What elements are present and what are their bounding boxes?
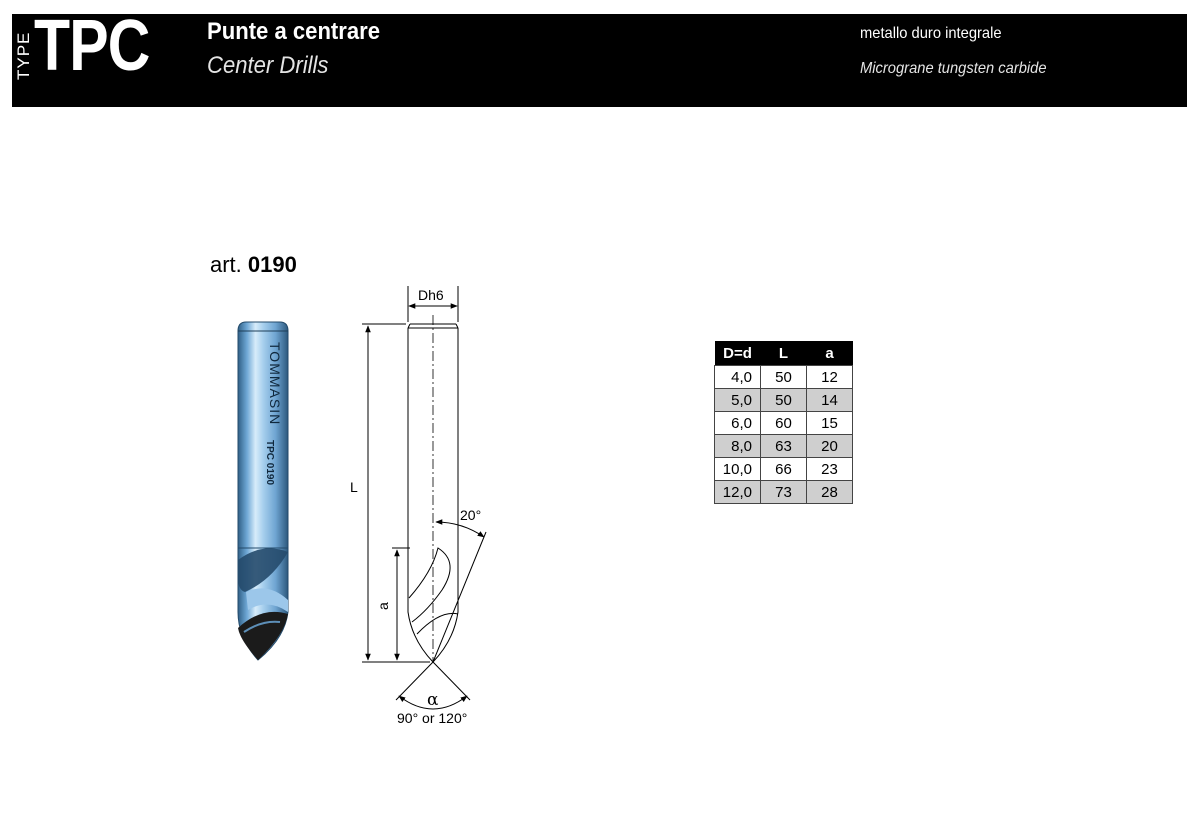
drill-photo [238, 322, 288, 660]
label-length: L [350, 479, 358, 495]
table-row [715, 481, 853, 504]
label-relief-angle: 20° [460, 507, 482, 523]
brand-marking: TOMMASIN [267, 342, 283, 426]
cell-flute: 14 [807, 389, 853, 412]
material-italian: metallo duro integrale [860, 25, 1002, 42]
table-row [715, 389, 853, 412]
label-flute-length: a [375, 602, 391, 610]
table-header-row [715, 341, 853, 366]
table-row [715, 366, 853, 389]
cell-flute: 15 [807, 412, 853, 435]
type-label: TYPE [14, 31, 33, 80]
cell-length: 66 [761, 458, 807, 481]
col-header-length: L [761, 341, 807, 366]
cell-flute: 23 [807, 458, 853, 481]
title-italian: Punte a centrare [207, 18, 381, 45]
product-code: TPC [34, 6, 150, 86]
cell-diameter: 6,0 [715, 412, 761, 435]
table-row [715, 458, 853, 481]
cell-length: 63 [761, 435, 807, 458]
cell-diameter: 12,0 [715, 481, 761, 504]
cell-length: 50 [761, 389, 807, 412]
cell-length: 60 [761, 412, 807, 435]
col-header-diameter: D=d [715, 341, 761, 366]
cell-diameter: 8,0 [715, 435, 761, 458]
cell-diameter: 5,0 [715, 389, 761, 412]
label-point-angles: 90° or 120° [397, 710, 468, 726]
cell-length: 50 [761, 366, 807, 389]
label-alpha: α [427, 690, 439, 710]
cell-flute: 28 [807, 481, 853, 504]
cell-length: 73 [761, 481, 807, 504]
technical-drawing [362, 286, 486, 709]
dimension-table [714, 341, 853, 504]
table-row [715, 435, 853, 458]
cell-diameter: 10,0 [715, 458, 761, 481]
cell-flute: 20 [807, 435, 853, 458]
cell-diameter: 4,0 [715, 366, 761, 389]
model-marking: TPC 0190 [264, 440, 275, 486]
table-row [715, 412, 853, 435]
label-dh6: Dh6 [418, 287, 444, 303]
article-code: 0190 [247, 252, 297, 277]
cell-flute: 12 [807, 366, 853, 389]
title-english: Center Drills [207, 52, 329, 79]
material-english: Micrograne tungsten carbide [860, 60, 1047, 77]
article-prefix: art. [210, 252, 242, 277]
col-header-flute: a [807, 341, 853, 366]
